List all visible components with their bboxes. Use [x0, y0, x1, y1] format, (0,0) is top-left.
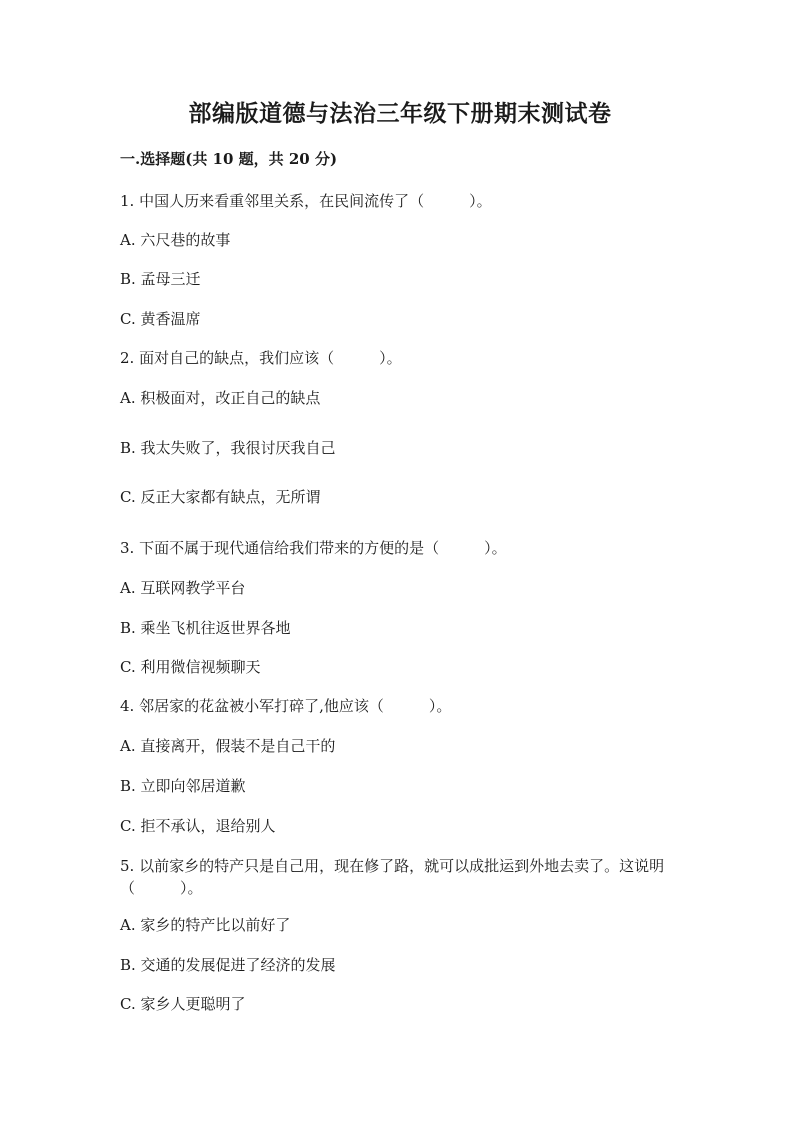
question-2-option-b: B. 我太失败了，我很讨厌我自己	[120, 439, 336, 457]
question-5-option-c: C. 家乡人更聪明了	[120, 995, 246, 1013]
question-3-stem: 3. 下面不属于现代通信给我们带来的方便的是（ ）。	[120, 539, 507, 557]
question-1-option-a: A. 六尺巷的故事	[120, 231, 231, 249]
question-5-option-b: B. 交通的发展促进了经济的发展	[120, 956, 336, 974]
question-2-option-a: A. 积极面对，改正自己的缺点	[120, 389, 321, 407]
question-2-option-c: C. 反正大家都有缺点，无所谓	[120, 488, 321, 506]
question-5-stem: 5. 以前家乡的特产只是自己用，现在修了路，就可以成批运到外地去卖了。这说明（ ）。	[120, 857, 665, 897]
question-5-option-a: A. 家乡的特产比以前好了	[120, 916, 291, 934]
question-1-option-c: C. 黄香温席	[120, 310, 201, 328]
question-4-option-a: A. 直接离开，假装不是自己干的	[120, 737, 336, 755]
question-4-stem: 4. 邻居家的花盆被小军打碎了,他应该（ ）。	[120, 697, 452, 715]
page-title: 部编版道德与法治三年级下册期末测试卷	[188, 100, 612, 127]
question-4-option-b: B. 立即向邻居道歉	[120, 777, 246, 795]
question-3-option-c: C. 利用微信视频聊天	[120, 658, 261, 676]
question-4-option-c: C. 拒不承认，退给别人	[120, 817, 276, 835]
question-1-option-b: B. 孟母三迁	[120, 270, 201, 288]
section-heading: 一.选择题(共 10 题，共 20 分)	[120, 150, 338, 168]
question-2-stem: 2. 面对自己的缺点，我们应该（ ）。	[120, 349, 402, 367]
question-3-option-a: A. 互联网教学平台	[120, 579, 246, 597]
question-1-stem: 1. 中国人历来看重邻里关系，在民间流传了（ ）。	[120, 192, 492, 210]
question-3-option-b: B. 乘坐飞机往返世界各地	[120, 619, 291, 637]
